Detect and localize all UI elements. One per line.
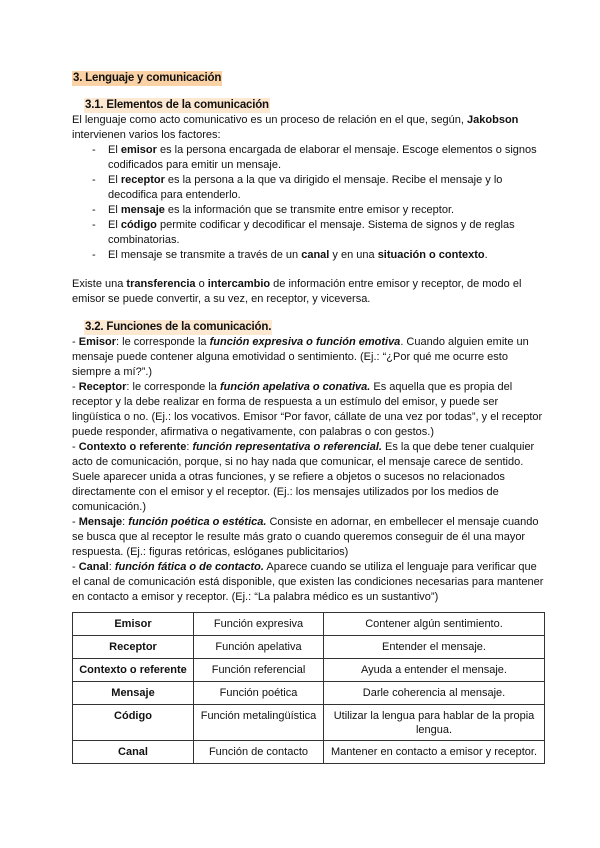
- table-row: [73, 705, 545, 741]
- item-bold: emisor: [120, 144, 157, 156]
- exchange-text: de información entre emisor y receptor, de modo el emisor se puede convertir, a su vez, en receptor, y viceversa.: [72, 278, 522, 305]
- table-cell-purpose: Mantener en contacto a emisor y receptor.: [324, 741, 545, 764]
- item-text: El: [108, 204, 121, 216]
- entry-dash: -: [72, 381, 79, 393]
- dash-bullet: -: [92, 174, 96, 186]
- exchange-bold: transferencia: [126, 278, 196, 290]
- exchange-bold: intercambio: [207, 278, 271, 290]
- exchange-text: o: [195, 278, 208, 290]
- table-cell-function: Función expresiva: [194, 613, 324, 636]
- entry-function: función fática o de contacto.: [114, 561, 264, 573]
- function-entry: [72, 515, 544, 560]
- table-cell-element: Receptor: [73, 636, 194, 659]
- section-elements: [72, 98, 544, 263]
- item-text: El: [108, 174, 121, 186]
- dash-bullet: -: [92, 219, 96, 231]
- entry-text: . Cuando alguien emite un mensaje puede contener alguna emotividad o sentimiento. (Ej.: “¿Por qué me ocurre esto siempre a mí?”.): [72, 336, 529, 378]
- table-row: [73, 682, 545, 705]
- table-cell-element: Código: [73, 705, 194, 741]
- table-cell-purpose: Entender el mensaje.: [324, 636, 545, 659]
- entry-dash: -: [72, 561, 79, 573]
- entry-text: : le corresponde la: [126, 381, 220, 393]
- entry-term: Contexto o referente: [78, 441, 187, 453]
- table-cell-purpose: Ayuda a entender el mensaje.: [324, 659, 545, 682]
- entry-term: Mensaje: [78, 516, 123, 528]
- list-item: [72, 203, 544, 218]
- intro-bold-jakobson: Jakobson: [467, 114, 519, 126]
- section-heading-main: 3. Lenguaje y comunicación: [73, 72, 222, 84]
- function-entry: [72, 560, 544, 605]
- functions-table: [72, 612, 545, 764]
- entry-term: Emisor: [78, 336, 117, 348]
- entry-dash: -: [72, 441, 79, 453]
- entry-text: Consiste en adornar, en embellecer el mensaje cuando se busca que al receptor le resulte más grato o cuando queremos conseguir de él una mayor respuesta. (Ej.: figuras retóricas, eslóganes publicitarios): [72, 516, 539, 558]
- table-cell-purpose: Utilizar la lengua para hablar de la propia lengua.: [324, 705, 545, 741]
- table-cell-function: Función de contacto: [194, 741, 324, 764]
- entry-text: Es aquella que es propia del receptor y la debe realizar en forma de respuesta a un estímulo del emisor, y puede ser lingüística o no. (Ej.: los vocativos. Emisor “Por favor, cállate de una vez por todas”, y el receptor puede responder, afirmativa o negativamente, con palabras o con gestos.): [72, 381, 543, 438]
- table-row: [73, 741, 545, 764]
- table-cell-function: Función metalingüística: [194, 705, 324, 741]
- item-bold: mensaje: [120, 204, 165, 216]
- section-functions: [72, 320, 544, 605]
- item-bold: receptor: [120, 174, 165, 186]
- dash-bullet: -: [92, 249, 96, 261]
- intro-text-end: intervienen varios los factores:: [72, 129, 221, 141]
- item-bold: código: [120, 219, 157, 231]
- entry-text: :: [122, 516, 129, 528]
- entry-dash: -: [72, 336, 79, 348]
- entry-text: : le corresponde la: [116, 336, 210, 348]
- function-entry: [72, 380, 544, 440]
- table-row: [73, 659, 545, 682]
- dash-bullet: -: [92, 204, 96, 216]
- item-text: y en una: [329, 249, 378, 261]
- entry-term: Receptor: [78, 381, 127, 393]
- dash-bullet: -: [92, 144, 96, 156]
- list-item: [72, 143, 544, 173]
- intro-text: El lenguaje como acto comunicativo es un proceso de relación en el que, según,: [72, 114, 468, 126]
- exchange-paragraph: [72, 277, 544, 307]
- entry-function: función representativa o referencial.: [192, 441, 382, 453]
- entry-function: función apelativa o conativa.: [219, 381, 371, 393]
- table-cell-element: Mensaje: [73, 682, 194, 705]
- function-entry: [72, 440, 544, 515]
- table-cell-purpose: Contener algún sentimiento.: [324, 613, 545, 636]
- item-text: es la información que se transmite entre emisor y receptor.: [164, 204, 455, 216]
- table-cell-element: Emisor: [73, 613, 194, 636]
- entry-function: función expresiva o función emotiva: [209, 336, 401, 348]
- table-cell-function: Función apelativa: [194, 636, 324, 659]
- table-cell-element: Contexto o referente: [73, 659, 194, 682]
- item-text: es la persona encargada de elaborar el mensaje. Escoge elementos o signos codificados para emitir un mensaje.: [108, 144, 537, 171]
- item-text: El: [108, 144, 121, 156]
- item-text: es la persona a la que va dirigido el mensaje. Recibe el mensaje y lo decodifica para entenderlo.: [108, 174, 503, 201]
- table-cell-element: Canal: [73, 741, 194, 764]
- entry-dash: -: [72, 516, 79, 528]
- function-entry: [72, 335, 544, 380]
- intro-paragraph: [72, 113, 544, 143]
- item-bold: situación o contexto: [377, 249, 485, 261]
- exchange-text: Existe una: [72, 278, 127, 290]
- elements-list: [72, 143, 544, 263]
- entry-text: Es la que debe tener cualquier acto de comunicación, porque, si no hay nada que comunicar, el mensaje carece de sentido. Suele aparecer unida a otras funciones, y se refiere a objetos o sucesos no relacionados directamente con el emisor y el receptor. (Ej.: los mensajes utilizados por los medios de comunicación.): [72, 441, 535, 513]
- entry-text: Aparece cuando se utiliza el lenguaje para verificar que el canal de comunicación está disponible, que existen las condiciones necesarias para mantener en contacto a emisor y receptor. (Ej.: “La palabra médico es un sustantivo”): [72, 561, 544, 603]
- entry-text: :: [108, 561, 115, 573]
- item-text: .: [484, 249, 488, 261]
- subheading-elements: 3.1. Elementos de la comunicación: [85, 99, 269, 111]
- list-item: [72, 218, 544, 248]
- table-cell-function: Función referencial: [194, 659, 324, 682]
- table-row: [73, 636, 545, 659]
- entry-text: :: [186, 441, 193, 453]
- entry-term: Canal: [78, 561, 109, 573]
- table-cell-function: Función poética: [194, 682, 324, 705]
- subheading-functions: 3.2. Funciones de la comunicación.: [85, 321, 272, 333]
- item-text: permite codificar y decodificar el mensaje. Sistema de signos y de reglas combinatorias.: [108, 219, 515, 246]
- item-text: El mensaje se transmite a través de un: [108, 249, 302, 261]
- list-item: [72, 173, 544, 203]
- table-cell-purpose: Darle coherencia al mensaje.: [324, 682, 545, 705]
- entry-function: función poética o estética.: [128, 516, 267, 528]
- item-bold: canal: [301, 249, 330, 261]
- item-text: El: [108, 219, 121, 231]
- table-row: [73, 613, 545, 636]
- list-item: [72, 248, 544, 263]
